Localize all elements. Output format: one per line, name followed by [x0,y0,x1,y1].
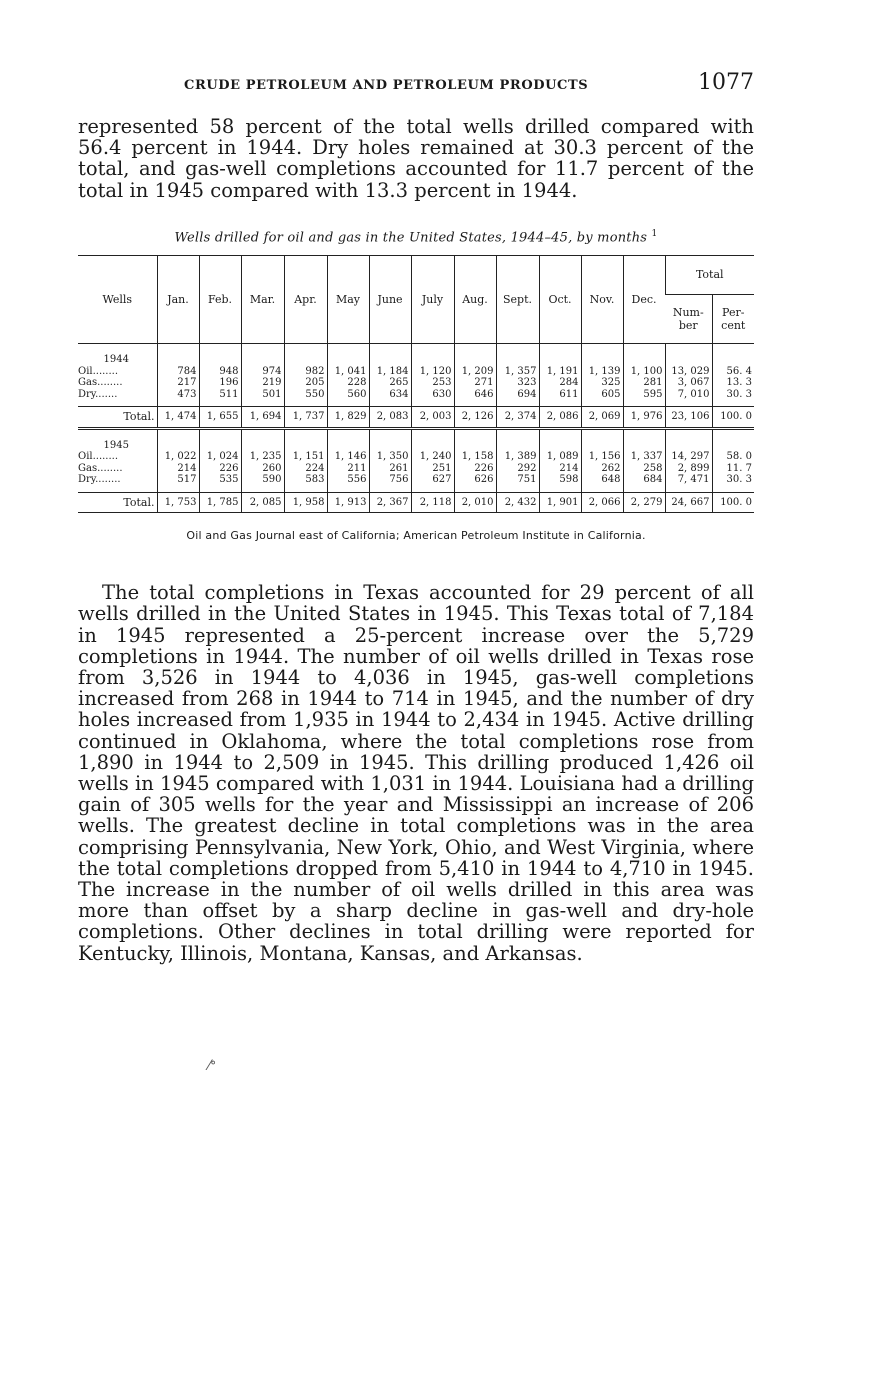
header-total: Total [665,256,754,295]
month-cell: 1, 158 [454,451,496,463]
month-cell: 284 [539,377,581,389]
month-cell: 2, 374 [496,407,539,429]
scan-mark: ⁄ᐤ [208,1058,216,1074]
group-1945 [78,428,754,513]
total-percent-cell: 13. 3 [712,377,754,389]
month-cell: 325 [581,377,623,389]
month-cell: 784 [157,366,199,378]
header-wells: Wells [78,256,157,344]
paragraph-continued: represented 58 percent of the total wells drilled compared with 56.4 percent in 1944. Dry holes remained at 30.3 percent of the total, and gas-well completions accounted for 11.7 percent of the total in 1945 compared with 13.3 percent in 1944. [78,115,754,202]
month-cell: 1, 737 [284,407,327,429]
row-label: Total. [78,492,157,513]
month-cell: 253 [411,377,454,389]
month-cell: 694 [496,389,539,407]
month-cell: 583 [284,474,327,492]
month-cell: 1, 829 [327,407,369,429]
running-title: CRUDE PETROLEUM AND PETROLEUM PRODUCTS [184,78,589,93]
year-row [78,428,754,451]
month-cell: 501 [241,389,284,407]
month-cell: 630 [411,389,454,407]
month-cell: 1, 958 [284,492,327,513]
month-cell: 1, 753 [157,492,199,513]
month-cell: 473 [157,389,199,407]
table-row [78,474,754,492]
year-label: 1944 [103,354,129,366]
header-month: Aug. [454,256,496,344]
month-cell: 258 [623,463,665,475]
total-number-cell: 7, 010 [665,389,712,407]
month-cell: 756 [369,474,411,492]
month-cell: 2, 367 [369,492,411,513]
header-month: July [411,256,454,344]
month-cell: 1, 337 [623,451,665,463]
year-label: 1945 [103,439,129,451]
month-cell: 517 [157,474,199,492]
row-label: Gas........ [78,462,123,474]
month-cell: 214 [157,463,199,475]
month-cell: 205 [284,377,327,389]
month-cell: 1, 022 [157,451,199,463]
month-cell: 560 [327,389,369,407]
total-percent-cell: 100. 0 [712,492,754,513]
month-cell: 1, 151 [284,451,327,463]
month-cell: 261 [369,463,411,475]
table-row [78,366,754,378]
month-cell: 281 [623,377,665,389]
page-number: 1077 [698,70,754,95]
header-month: Apr. [284,256,327,344]
row-label: Dry....... [78,388,118,400]
header-month: Dec. [623,256,665,344]
month-cell: 214 [539,463,581,475]
month-cell: 598 [539,474,581,492]
month-cell: 511 [199,389,241,407]
month-cell: 1, 024 [199,451,241,463]
total-percent-cell: 30. 3 [712,389,754,407]
header-month: Mar. [241,256,284,344]
month-cell: 2, 126 [454,407,496,429]
month-cell: 1, 350 [369,451,411,463]
month-cell: 556 [327,474,369,492]
month-cell: 1, 474 [157,407,199,429]
month-cell: 211 [327,463,369,475]
table-caption-note: 1 [651,228,658,239]
month-cell: 262 [581,463,623,475]
month-cell: 1, 156 [581,451,623,463]
month-cell: 2, 432 [496,492,539,513]
month-cell: 228 [327,377,369,389]
month-cell: 1, 089 [539,451,581,463]
total-number-cell: 23, 106 [665,407,712,429]
header-number: Num- ber [672,306,704,333]
table-row [78,389,754,407]
month-cell: 1, 694 [241,407,284,429]
table-row [78,451,754,463]
month-cell: 611 [539,389,581,407]
row-label: Oil........ [78,365,119,377]
month-cell: 1, 120 [411,366,454,378]
month-cell: 2, 069 [581,407,623,429]
month-cell: 1, 913 [327,492,369,513]
month-cell: 2, 066 [581,492,623,513]
month-cell: 634 [369,389,411,407]
document-page [78,70,754,964]
month-cell: 1, 235 [241,451,284,463]
header-month: Jan. [157,256,199,344]
table-row [78,377,754,389]
month-cell: 265 [369,377,411,389]
header-month: Nov. [581,256,623,344]
table-caption-text: Wells drilled for oil and gas in the United States, 1944–45, by months [174,230,648,246]
header-month: Sept. [496,256,539,344]
month-cell: 292 [496,463,539,475]
month-cell: 323 [496,377,539,389]
month-cell: 2, 003 [411,407,454,429]
month-cell: 1, 184 [369,366,411,378]
month-cell: 2, 279 [623,492,665,513]
table-caption [78,229,754,245]
total-number-cell: 7, 471 [665,474,712,492]
total-percent-cell: 30. 3 [712,474,754,492]
month-cell: 1, 785 [199,492,241,513]
total-number-cell: 3, 067 [665,377,712,389]
total-percent-cell: 58. 0 [712,451,754,463]
row-label: Gas........ [78,377,123,389]
month-cell: 1, 976 [623,407,665,429]
month-cell: 1, 357 [496,366,539,378]
month-cell: 1, 240 [411,451,454,463]
month-cell: 627 [411,474,454,492]
month-cell: 550 [284,389,327,407]
month-cell: 648 [581,474,623,492]
month-cell: 948 [199,366,241,378]
month-cell: 590 [241,474,284,492]
row-label: Total. [78,407,157,429]
running-head [78,70,754,106]
month-cell: 1, 655 [199,407,241,429]
month-cell: 226 [199,463,241,475]
year-row [78,344,754,366]
month-cell: 2, 010 [454,492,496,513]
month-cell: 1, 041 [327,366,369,378]
month-cell: 2, 118 [411,492,454,513]
total-number-cell: 24, 667 [665,492,712,513]
month-cell: 605 [581,389,623,407]
table-footnote: Oil and Gas Journal east of California; American Petroleum Institute in California. [186,529,646,543]
total-row [78,492,754,513]
header-month: Oct. [539,256,581,344]
month-cell: 1, 146 [327,451,369,463]
month-cell: 1, 901 [539,492,581,513]
month-cell: 974 [241,366,284,378]
month-cell: 217 [157,377,199,389]
month-cell: 2, 085 [241,492,284,513]
month-cell: 251 [411,463,454,475]
month-cell: 646 [454,389,496,407]
header-row [78,256,754,295]
total-percent-cell: 100. 0 [712,407,754,429]
month-cell: 535 [199,474,241,492]
header-month: Feb. [199,256,241,344]
month-cell: 626 [454,474,496,492]
month-cell: 260 [241,463,284,475]
month-cell: 1, 191 [539,366,581,378]
month-cell: 1, 139 [581,366,623,378]
month-cell: 1, 100 [623,366,665,378]
wells-table [78,255,754,513]
month-cell: 595 [623,389,665,407]
total-number-cell: 13, 029 [665,366,712,378]
header-month: June [369,256,411,344]
total-number-cell: 2, 899 [665,463,712,475]
table-row [78,463,754,475]
month-cell: 1, 209 [454,366,496,378]
month-cell: 271 [454,377,496,389]
total-row [78,407,754,429]
month-cell: 2, 086 [539,407,581,429]
total-number-cell: 14, 297 [665,451,712,463]
month-cell: 224 [284,463,327,475]
month-cell: 226 [454,463,496,475]
month-cell: 982 [284,366,327,378]
paragraph-texas: The total completions in Texas accounted for 29 percent of all wells drilled in the United States in 1945. This Texas total of 7,184 in 1945 represented a 25-percent increase over the 5,729 completions in 1944. The number of oil wells drilled in Texas rose from 3,526 in 1944 to 4,036 in 1945, gas-well completions increased from 268 in 1944 to 714 in 1945, and the number of dry holes increased from 1,935 in 1944 to 2,434 in 1945. Active drilling continued in Oklahoma, where the total completions rose from 1,890 in 1944 to 2,509 in 1945. This drilling produced 1,426 oil wells in 1945 compared with 1,031 in 1944. Louisiana had a drilling gain of 305 wells for the year and Mississippi an increase of 206 wells. The greatest decline in total completions was in the area comprising Pennsylvania, New York, Ohio, and West Virginia, where the total completions dropped from 5,410 in 1944 to 4,710 in 1945. The increase in the number of oil wells drilled in this area was more than offset by a sharp decline in gas-well and dry-hole completions. Other declines in total drilling were reported for Kentucky, Illinois, Montana, Kansas, and Arkansas. [78,581,754,965]
month-cell: 2, 083 [369,407,411,429]
month-cell: 1, 389 [496,451,539,463]
month-cell: 684 [623,474,665,492]
header-percent: Per- cent [712,295,754,344]
group-1944 [78,344,754,429]
total-percent-cell: 56. 4 [712,366,754,378]
month-cell: 196 [199,377,241,389]
header-month: May [327,256,369,344]
month-cell: 751 [496,474,539,492]
total-percent-cell: 11. 7 [712,463,754,475]
row-label: Oil........ [78,451,119,463]
row-label: Dry........ [78,474,121,486]
month-cell: 219 [241,377,284,389]
